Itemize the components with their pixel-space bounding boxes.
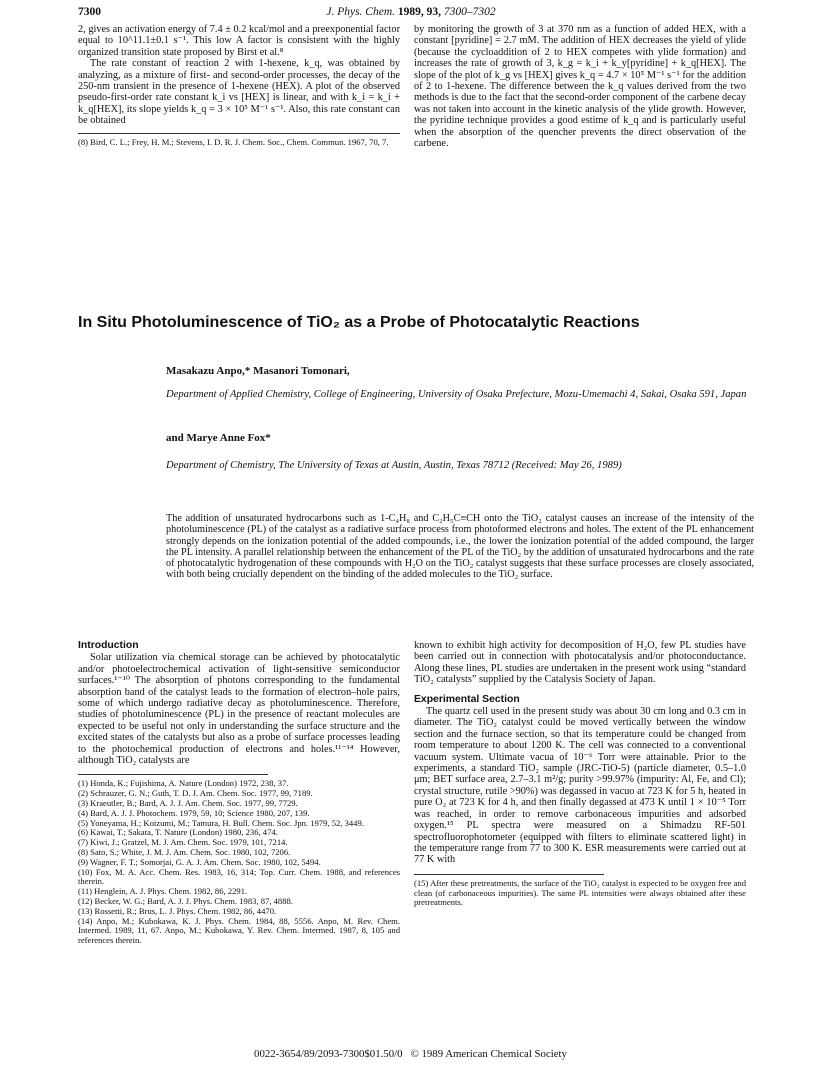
prev-paragraph-right: by monitoring the growth of 3 at 370 nm as a function of added HEX, with a constant [pyridine] = 2.7 mM. The addition of HEX decreases the yield of ylide (because the cycloaddition of 2 to HEX competes with ylide formation) and increases the rate of growth of 3, k_g = k_i + k_y[pyridine] + k_q[HEX]. The slope of the plot of k_g vs [HEX] gives k_q = 4.7 × 10⁵ M⁻¹ s⁻¹ for the addition of 2 to 1-hexene. The difference between the k_q values derived from the two methods is due to the fact that the second-order component of the carbene decay was not taken into account in the kinetic analysis of the ylide growth. However, the pyridine technique provides a good estime of k_q and is particularly useful when the absorption of the quencher prevents the direct observation of the carbene. (414, 24, 746, 150)
introduction-paragraph: Solar utilization via chemical storage can be achieved by photocatalytic and/or photoelectrochemical activation of light-sensitive semiconductor surfaces.¹⁻¹⁰ The absorption of photons corresponding to the fundamental absorption band of the catalyst leads to the formation of electron–hole pairs, some of which undergo radiative decay as photoluminescence. Therefore, studies of photoluminescence (PL) in the presence of reactant molecules are expected to be useful not only in understanding the surface structure and the excited states of the catalysts but also as a probe of surface processes leading to the photochemical production of electrons and holes.¹¹⁻¹⁴ However, although TiO₂ catalysts are (78, 652, 400, 767)
page-footer (0, 1048, 821, 1060)
reference-item: (10) Fox, M. A. Acc. Chem. Res. 1983, 16, 314; Top. Curr. Chem. 1988, and references therein. (78, 866, 400, 887)
authors-line-2: and Marye Anne Fox* (166, 432, 271, 444)
reference-item: (6) Kawai, T.; Sakata, T. Nature (London) 1980, 236, 474. (78, 827, 278, 838)
reference-item: (11) Henglein, A. J. Phys. Chem. 1982, 86, 2291. (78, 886, 248, 897)
reference-item: (7) Kiwi, J.; Gratzel, M. J. Am. Chem. Soc. 1979, 101, 7214. (78, 837, 288, 848)
affiliation-1: Department of Applied Chemistry, College of Engineering, University of Osaka Prefecture, Mozu-Umemachi 4, Sakai, Osaka 591, Japan (166, 389, 747, 400)
journal-pages: 7300–7302 (443, 6, 496, 18)
authors-line-1: Masakazu Anpo,* Masanori Tomonari, (166, 365, 350, 377)
reference-item: (13) Rossetti, R.; Brus, L. J. Phys. Chem. 1982, 86, 4470. (78, 905, 277, 916)
references-list (78, 779, 400, 946)
article-code: 0022-3654/89/2093-7300$01.50/0 (254, 1048, 403, 1060)
experimental-heading: Experimental Section (414, 693, 520, 705)
previous-article-right-column (414, 24, 746, 149)
journal-name: J. Phys. Chem. (326, 6, 396, 18)
page-number: 7300 (78, 6, 101, 18)
reference-item: (2) Schrauzer, G. N.; Guth, T. D. J. Am. Chem. Soc. 1977, 99, 7189. (78, 788, 313, 799)
article-left-column (78, 640, 400, 946)
introduction-heading: Introduction (78, 640, 139, 651)
references-divider (78, 774, 268, 775)
prev-paragraph-2: The rate constant of reaction 2 with 1-hexene, k_q, was obtained by analyzing, as a mixture of first- and second-order processes, the decay of the 250-nm transient in the presence of 1-hexene (HEX). A plot of the observed pseudo-first-order rate constant k_i vs [HEX] is linear, and with k_i = k_i + k_q[HEX], its slope yields k_q = 3 × 10⁵ M⁻¹ s⁻¹. Also, this rate constant can be obtained (78, 58, 400, 127)
journal-citation (78, 6, 744, 18)
footnote-divider (78, 133, 400, 134)
reference-item: (3) Kraeutler, B.; Bard, A. J. J. Am. Chem. Soc. 1977, 99, 7729. (78, 798, 298, 809)
article-title: In Situ Photoluminescence of TiO₂ as a Probe of Photocatalytic Reactions (78, 314, 640, 331)
journal-year-volume: 1989, 93, (397, 6, 442, 18)
previous-article-left-column (78, 24, 400, 147)
reference-item: (5) Yoneyama, H.; Koizumi, M.; Tamura, H. Bull. Chem. Soc. Jpn. 1979, 52, 3449. (78, 817, 364, 828)
reference-item: (14) Anpo, M.; Kubokawa, K. J. Phys. Chem. 1984, 88, 5556. Anpo, M. Rev. Chem. Intermed. 1989, 11, 67. Anpo, M.; Kubokawa, Y. Rev. Chem. Intermed. 1987, 8, 105 and references therein. (78, 915, 400, 946)
reference-item: (12) Becker, W. G.; Bard, A. J. J. Phys. Chem. 1983, 87, 4888. (78, 896, 293, 907)
reference-item: (4) Bard, A. J. J. Photochem. 1979, 59, 10; Science 1980, 207, 139. (78, 807, 310, 818)
reference-item: (8) Sato, S.; White, J. M. J. Am. Chem. Soc. 1980, 102, 7206. (78, 847, 291, 858)
prev-paragraph-1: 2, gives an activation energy of 7.4 ± 0.2 kcal/mol and a preexponential factor equal to 10^11.1±0.1 s⁻¹. This low A factor is consistent with the highly organized transition state proposed by Birst et al.⁸ (78, 24, 400, 58)
abstract: The addition of unsaturated hydrocarbons such as 1-C₄H₈ and C₂H₅C≡CH onto the TiO₂ catalyst causes an increase of the intensity of the photoluminescence (PL) of the catalyst as a radiative surface process from photoformed electrons and holes. The extent of the PL enhancement strongly depends on the ionization potential of the added compounds, i.e., the lower the ionization potential of the added compound, the larger the PL intensity. A parallel relationship between the enhancement of the PL of the TiO₂ by the addition of unsaturated hydrocarbons and the rate of photocatalytic hydrogenation of these compounds with H₂O on the TiO₂ catalyst suggests that these surface processes are closely associated, with both being crucially dependent on the binding of the added molecules to the TiO₂ surface. (166, 513, 754, 581)
experimental-paragraph: The quartz cell used in the present study was about 30 cm long and 0.3 cm in diameter. The TiO₂ catalyst could be moved vertically between the window section and the furnace section, so that its temperature could be changed from room temperature to about 1200 K. The cell was connected to a conventional vacuum system. Ultimate vacua of 10⁻⁶ Torr were attainable. Prior to the experiments, a standard TiO₂ sample (JRC-TiO-5) (particle diameter, 0.5–1.0 μm; BET surface area, 2.7–3.1 m²/g; purity >99.97% (impurity: Al, Fe, and Cl); crystal structure, rutile >90%) was degassed in vacuo at 723 K for 5 h, heated in pure O₂ at 723 K for 4 h, and then finally degassed at 473 K until 1 × 10⁻⁵ Torr was reached, in order to remove carbonaceous impurities and adsorbed oxygen.¹⁵ PL spectra were measured on a Shimadzu RF-501 spectrofluorophotometer (equipped with filters to eliminate scattered light) in the temperature range from 77 to 300 K. ESR measurements were carried out at 77 K with (414, 706, 746, 866)
footnote-divider-right (414, 874, 604, 875)
prev-footnote-8: (8) Bird, C. L.; Frey, H. M.; Stevens, I. D. R. J. Chem. Soc., Chem. Commun. 1967, 70, 7. (78, 136, 389, 147)
footnote-15: (15) After these pretreatments, the surface of the TiO₂ catalyst is expected to be oxygen free and clean (of carbonaceous impurities). The same PL intensities were always obtained after these pretreatments. (414, 877, 746, 908)
reference-item: (9) Wagner, F. T.; Somorjai, G. A. J. Am. Chem. Soc. 1980, 102, 5494. (78, 856, 321, 867)
affiliation-2: Department of Chemistry, The University of Texas at Austin, Austin, Texas 78712 (Received: May 26, 1989) (166, 460, 622, 471)
article-right-column (414, 640, 746, 908)
reference-item: (1) Honda, K.; Fujishima, A. Nature (London) 1972, 238, 37. (78, 778, 289, 789)
running-header (78, 6, 744, 22)
introduction-continued: known to exhibit high activity for decomposition of H₂O, few PL studies have been carried out in connection with photocatalysis and/or photoconductance. Along these lines, PL studies are undertaken in the present work using “standard TiO₂ catalysts” supplied by the Catalysis Society of Japan. (414, 640, 746, 686)
copyright: © 1989 American Chemical Society (410, 1048, 567, 1060)
